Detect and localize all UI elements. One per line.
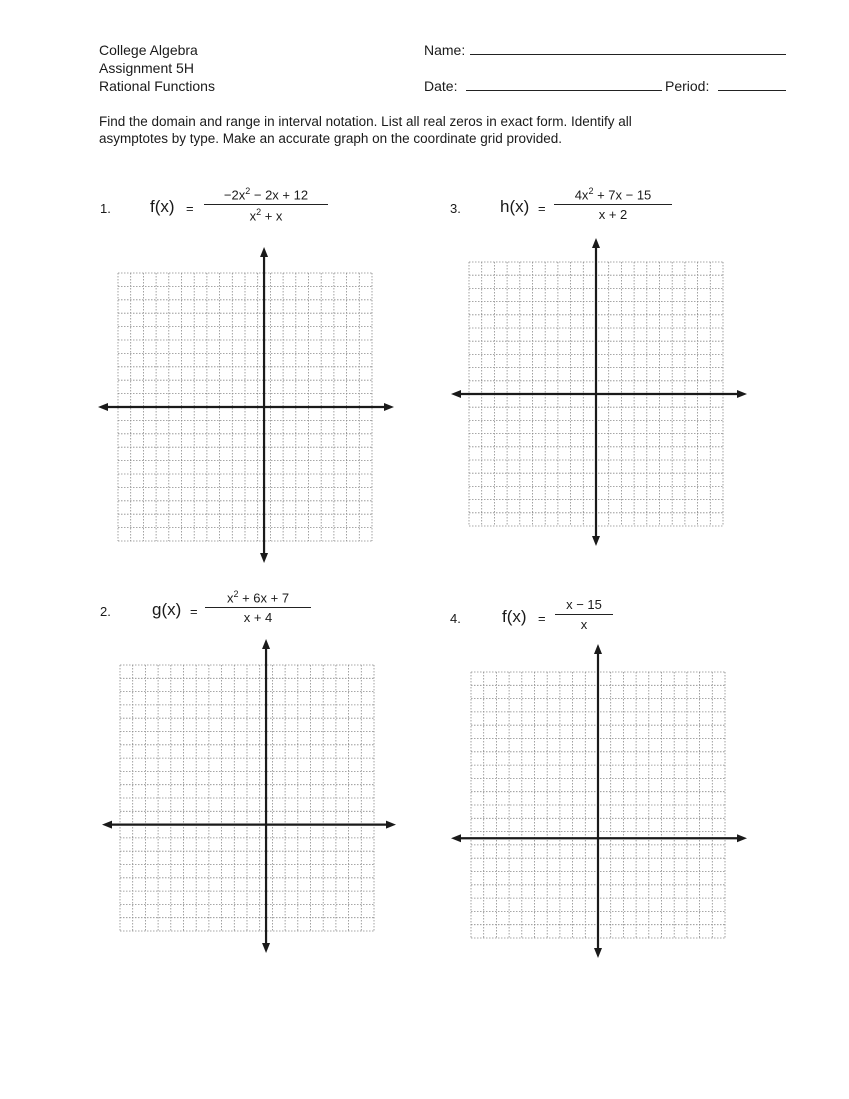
arrow-left-icon — [451, 834, 461, 842]
problem-number: 4. — [450, 611, 461, 626]
denominator: x — [580, 617, 588, 632]
function-name: f(x) — [502, 607, 527, 626]
equals-sign: = — [538, 201, 546, 216]
coordinate-grid[interactable] — [449, 642, 749, 960]
coordinate-grid[interactable] — [449, 236, 749, 548]
arrow-down-icon — [260, 553, 268, 563]
arrow-right-icon — [737, 390, 747, 398]
name-field[interactable] — [470, 54, 786, 55]
period-field[interactable] — [718, 90, 786, 91]
date-label: Date: — [424, 78, 458, 94]
x-axis — [102, 821, 396, 829]
arrow-up-icon — [592, 238, 600, 248]
grid-lines — [120, 665, 374, 931]
denominator: $x^2 + x$ — [249, 207, 283, 224]
rational-expression — [205, 589, 311, 625]
y-axis — [594, 644, 602, 958]
fraction-bar — [204, 204, 328, 205]
course-title: College Algebra — [99, 42, 198, 58]
numerator: $-2x^2 - 2x + 12$ — [223, 186, 309, 203]
denominator: x + 4 — [243, 610, 273, 626]
fraction-bar — [205, 607, 311, 608]
numerator: x − 15 — [566, 597, 602, 612]
denominator: x + 2 — [598, 207, 628, 223]
equals-sign: = — [190, 604, 198, 619]
arrow-left-icon — [451, 390, 461, 398]
arrow-right-icon — [386, 821, 396, 829]
fraction-bar — [554, 204, 672, 205]
coordinate-grid[interactable] — [96, 245, 396, 565]
equals-sign: = — [186, 201, 194, 216]
x-axis — [451, 390, 747, 398]
arrow-down-icon — [594, 948, 602, 958]
period-label: Period: — [665, 78, 710, 94]
problem-number: 1. — [100, 201, 111, 216]
fraction-bar — [555, 614, 613, 615]
function-name: g(x) — [152, 600, 182, 619]
numerator: $x^2 + 6x + 7$ — [226, 589, 290, 606]
arrow-left-icon — [98, 403, 108, 411]
arrow-right-icon — [384, 403, 394, 411]
equals-sign: = — [538, 611, 546, 626]
assignment-title: Assignment 5H — [99, 60, 194, 76]
arrow-left-icon — [102, 821, 112, 829]
x-axis — [98, 403, 394, 411]
arrow-down-icon — [592, 536, 600, 546]
topic-title: Rational Functions — [99, 78, 215, 94]
rational-expression — [554, 186, 672, 222]
arrow-right-icon — [737, 834, 747, 842]
arrow-up-icon — [260, 247, 268, 257]
rational-expression — [555, 597, 613, 632]
arrow-up-icon — [594, 644, 602, 654]
y-axis — [262, 639, 270, 953]
date-field[interactable] — [466, 90, 662, 91]
instructions-line-1: Find the domain and range in interval notation. List all real zeros in exact form. Identify all — [99, 114, 632, 129]
name-label: Name: — [424, 42, 466, 58]
y-axis — [260, 247, 268, 563]
problem-number: 3. — [450, 201, 461, 216]
problem-number: 2. — [100, 604, 111, 619]
numerator: $4x^2 + 7x - 15$ — [574, 186, 652, 203]
function-name: h(x) — [500, 197, 530, 216]
instructions-line-2: asymptotes by type. Make an accurate graph on the coordinate grid provided. — [99, 131, 563, 146]
rational-expression — [204, 186, 328, 224]
function-name: f(x) — [150, 197, 175, 216]
arrow-down-icon — [262, 943, 270, 953]
coordinate-grid[interactable] — [100, 637, 398, 955]
arrow-up-icon — [262, 639, 270, 649]
